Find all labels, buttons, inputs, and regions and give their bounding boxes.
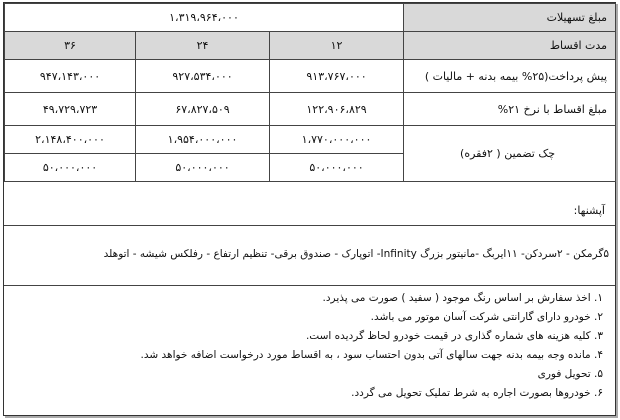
prepay-value-12: ۹۱۳،۷۶۷،۰۰۰ <box>270 60 404 93</box>
note-item: ۱. اخذ سفارش بر اساس رنگ موجود ( سفید ) صورت می پذیرد. <box>322 292 603 304</box>
installment-label: مبلغ اقساط با نرخ ۲۱% <box>404 93 616 126</box>
installment-value-12: ۱۲۲،۹۰۶،۸۲۹ <box>270 93 404 126</box>
cheque-deposit-24: ۵۰،۰۰۰،۰۰۰ <box>136 154 270 182</box>
term-12: ۱۲ <box>270 32 404 60</box>
facility-row <box>5 4 616 32</box>
notes-list <box>4 289 615 409</box>
prepay-row <box>5 60 616 93</box>
facility-label: مبلغ تسهیلات <box>404 4 616 32</box>
installment-value-24: ۶۷،۸۲۷،۵۰۹ <box>136 93 270 126</box>
installment-row <box>5 93 616 126</box>
term-36: ۳۶ <box>5 32 136 60</box>
cheque-deposit-36: ۵۰،۰۰۰،۰۰۰ <box>5 154 136 182</box>
cheque-value-12: ۱،۷۷۰،۰۰۰،۰۰۰ <box>270 126 404 154</box>
options-heading: آپشنها: <box>4 198 615 226</box>
note-item: ۵. تحویل فوری <box>537 368 603 380</box>
installment-table <box>4 3 616 182</box>
cheque-label: چک تضمین ( ۲فقره) <box>404 126 616 182</box>
cheque-value-36: ۲،۱۴۸،۴۰۰،۰۰۰ <box>5 126 136 154</box>
prepay-value-24: ۹۲۷،۵۳۴،۰۰۰ <box>136 60 270 93</box>
term-row <box>5 32 616 60</box>
note-item: ۴. مانده وجه بیمه بدنه جهت سالهای آتی بدون احتساب سود ، به اقساط مورد درخواست اضافه خواهد شد. <box>140 349 603 361</box>
cheque-value-24: ۱،۹۵۴،۰۰۰،۰۰۰ <box>136 126 270 154</box>
installment-value-36: ۴۹،۷۲۹،۷۲۳ <box>5 93 136 126</box>
options-list: ۵گرمکن - ۲سردکن- ۱۱ایربگ -مانیتور بزرگ Infinity- اتوپارک - صندوق برقی- تنظیم ارتفاع - رفلکس شیشه - اتوهلد <box>4 226 615 286</box>
facility-value: ۱،۳۱۹،۹۶۴،۰۰۰ <box>5 4 404 32</box>
term-label: مدت اقساط <box>404 32 616 60</box>
prepay-value-36: ۹۴۷،۱۴۳،۰۰۰ <box>5 60 136 93</box>
note-item: ۳. کلیه هزینه های شماره گذاری در قیمت خودرو لحاظ گردیده است. <box>305 330 603 342</box>
note-item: ۶. خودروها بصورت اجاره به شرط تملیک تحویل می گردد. <box>351 387 603 399</box>
cheque-deposit-12: ۵۰،۰۰۰،۰۰۰ <box>270 154 404 182</box>
note-item: ۲. خودرو دارای گارانتی شرکت آسان موتور می باشد. <box>370 311 603 323</box>
term-24: ۲۴ <box>136 32 270 60</box>
prepay-label: پیش پرداخت(۲۵% بیمه بدنه + مالیات ) <box>404 60 616 93</box>
cheque-row-1 <box>5 126 616 154</box>
